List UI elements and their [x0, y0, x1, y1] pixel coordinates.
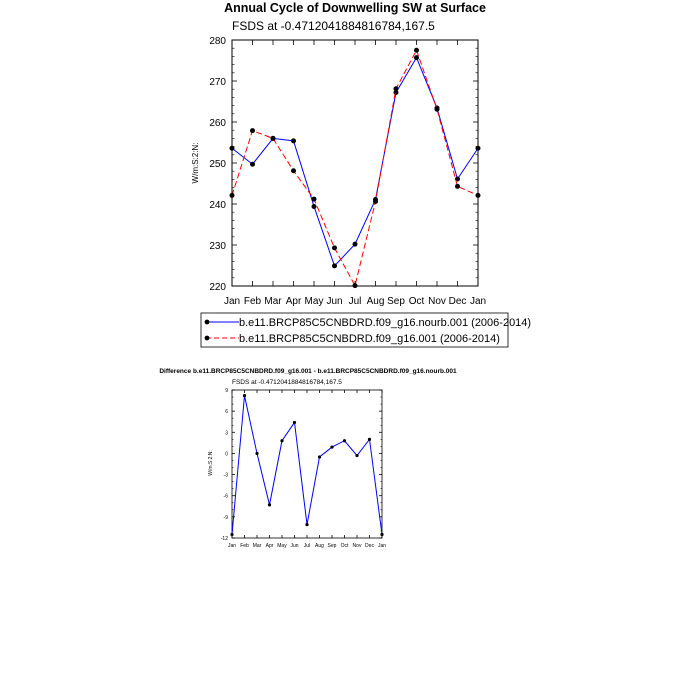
series-0-point: [476, 146, 481, 151]
series-1-point: [250, 128, 255, 133]
series-0-point: [268, 503, 271, 506]
chart-2-title: Difference b.e11.BRCP85C5CNBDRD.f09_g16.001 - b.e11.BRCP85C5CNBDRD.f09_g16.nourb.001: [159, 368, 457, 375]
series-0-line: [232, 58, 478, 266]
series-0-point: [293, 421, 296, 424]
series-0-point: [243, 394, 246, 397]
series-0-point: [353, 242, 358, 247]
x-tick-label: Jan: [377, 543, 387, 549]
series-0-point: [230, 533, 233, 536]
y-tick-label: -12: [220, 536, 228, 542]
series-0-point: [312, 204, 317, 209]
series-0-point: [230, 146, 235, 151]
chart-1-frame: [232, 40, 478, 286]
series-0-point: [250, 162, 255, 167]
series-1-point: [414, 48, 419, 53]
x-tick-label: Aug: [315, 543, 324, 549]
x-tick-label: Jun: [326, 296, 343, 307]
x-tick-label: Feb: [240, 543, 249, 549]
series-1-point: [230, 193, 235, 198]
x-tick-label: Mar: [252, 543, 262, 549]
chart-2-ylabel: W/m:S:2:N:: [208, 450, 214, 476]
y-tick-label: -3: [223, 472, 228, 479]
x-tick-label: Jan: [223, 296, 241, 307]
chart-2-axes: [221, 388, 386, 549]
y-tick-label: 220: [209, 282, 226, 293]
y-tick-label: 270: [209, 77, 226, 88]
series-0-line: [232, 396, 382, 535]
x-tick-label: Jun: [290, 543, 299, 549]
x-tick-label: Jul: [348, 296, 362, 307]
legend-label-nourb: b.e11.BRCP85C5CNBDRD.f09_g16.nourb.001 (2006-2014): [239, 317, 532, 329]
series-0-point: [330, 445, 333, 448]
y-tick-label: 250: [209, 159, 226, 170]
series-1-point: [291, 168, 296, 173]
x-tick-label: Nov: [428, 296, 446, 307]
series-1-point: [271, 136, 276, 141]
x-tick-label: Aug: [366, 296, 385, 307]
series-1-line: [232, 50, 478, 285]
series-1-point: [476, 193, 481, 198]
y-tick-label: 240: [209, 200, 226, 211]
series-0-point: [368, 438, 371, 441]
chart-1: [191, 1, 486, 307]
y-tick-label: 0: [225, 451, 228, 458]
series-1-point: [455, 184, 460, 189]
y-tick-label: 9: [225, 388, 228, 394]
series-1-point: [312, 197, 317, 202]
chart-1-title: Annual Cycle of Downwelling SW at Surface: [224, 1, 486, 15]
x-tick-label: Oct: [340, 543, 349, 549]
series-0-point: [318, 455, 321, 458]
y-tick-label: 3: [225, 430, 228, 437]
chart-2-frame: [232, 390, 382, 538]
series-0-point: [332, 263, 337, 268]
x-tick-label: Mar: [264, 296, 282, 307]
chart-1-subtitle: FSDS at -0.4712041884816784,167.5: [232, 19, 435, 33]
chart-1-legend: [201, 313, 531, 347]
chart-1-ylabel: W/m:S:2:N:: [191, 142, 200, 184]
chart-1-plot-area: [230, 48, 481, 288]
y-tick-label: 260: [209, 118, 226, 129]
x-tick-label: Jul: [303, 543, 311, 549]
series-0-point: [280, 439, 283, 442]
series-1-point: [394, 86, 399, 91]
series-0-point: [255, 452, 258, 455]
series-1-point: [373, 199, 378, 204]
y-tick-label: 230: [209, 241, 226, 252]
series-1-point: [435, 107, 440, 112]
legend-marker-control: [205, 336, 210, 341]
series-1-point: [332, 245, 337, 250]
x-tick-label: Feb: [243, 296, 262, 307]
chart-2-subtitle: FSDS at -0.4712041884816784,167.5: [232, 379, 342, 386]
legend-label-control: b.e11.BRCP85C5CNBDRD.f09_g16.001 (2006-2014): [239, 333, 500, 345]
y-tick-label: 280: [209, 36, 226, 47]
series-0-point: [305, 523, 308, 526]
x-tick-label: Apr: [265, 543, 274, 549]
x-tick-label: Sep: [327, 543, 337, 549]
x-tick-label: Oct: [408, 296, 425, 307]
x-tick-label: Nov: [352, 543, 362, 549]
chart-1-axes: [209, 36, 486, 307]
series-0-point: [355, 454, 358, 457]
x-tick-label: May: [304, 296, 324, 307]
x-tick-label: May: [277, 543, 287, 549]
y-tick-label: -9: [223, 514, 228, 521]
series-0-point: [380, 533, 383, 536]
legend-marker-nourb: [205, 320, 210, 325]
series-0-point: [291, 138, 296, 143]
x-tick-label: Sep: [387, 296, 405, 307]
x-tick-label: Jan: [227, 543, 237, 549]
series-0-point: [343, 439, 346, 442]
chart-2-plot-area: [230, 394, 383, 536]
series-1-point: [353, 283, 358, 288]
chart-2: [159, 368, 457, 549]
x-tick-label: Jan: [469, 296, 487, 307]
y-tick-label: 6: [225, 409, 228, 416]
y-tick-label: -6: [223, 493, 228, 500]
x-tick-label: Apr: [285, 296, 302, 307]
x-tick-label: Dec: [365, 543, 374, 549]
x-tick-label: Dec: [448, 296, 467, 307]
